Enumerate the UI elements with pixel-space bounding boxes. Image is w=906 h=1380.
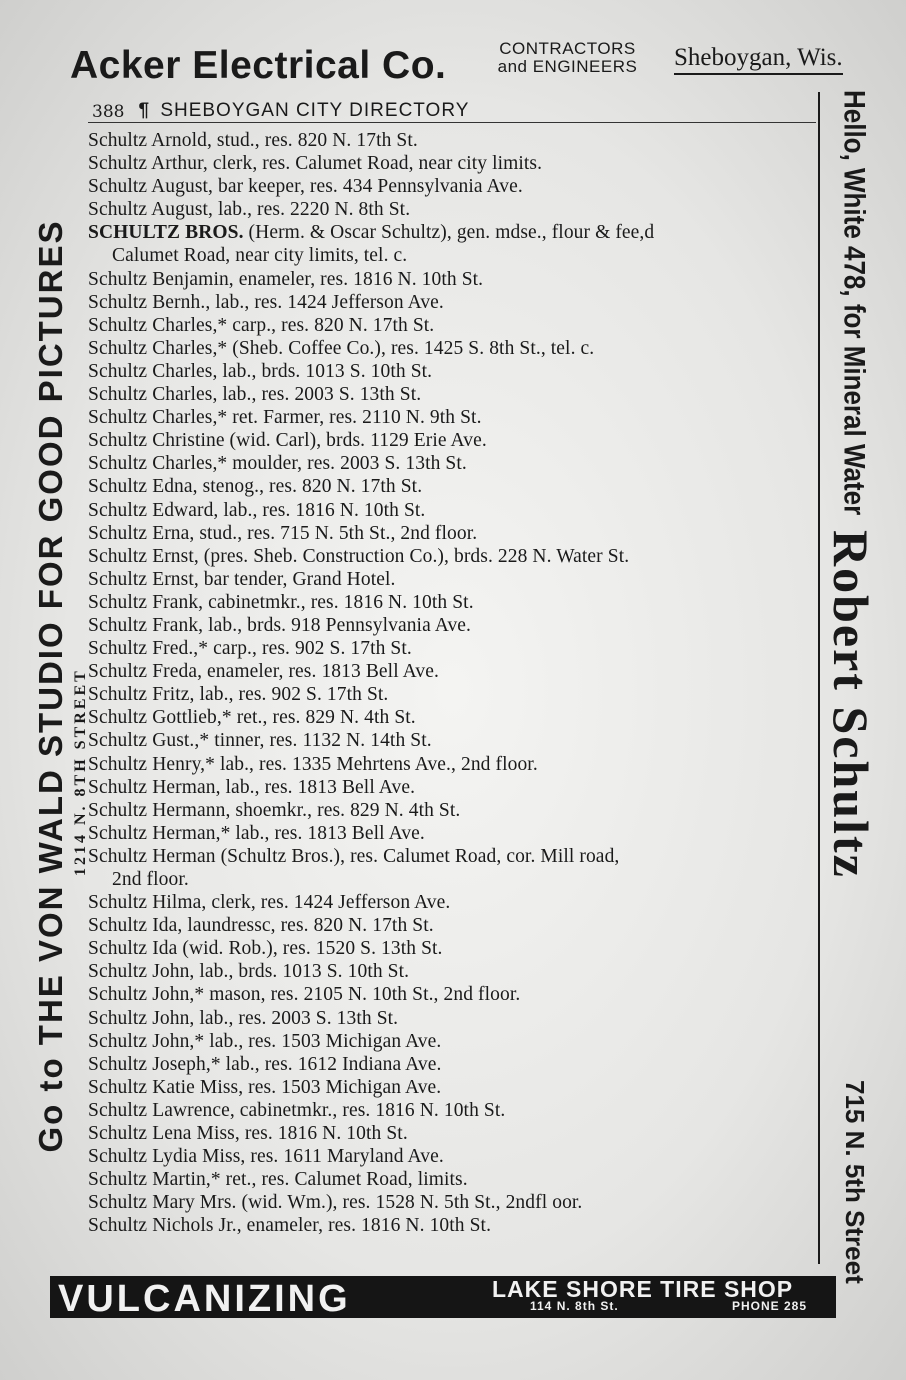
- directory-entry: [88, 475, 816, 498]
- entry-details: John, lab., res. 2003 S. 13th St.: [152, 1007, 399, 1029]
- directory-entry: [88, 268, 816, 291]
- entry-details: Nichols Jr., enameler, res. 1816 N. 10th St.: [152, 1215, 492, 1237]
- running-header: [88, 96, 816, 123]
- entry-line: [88, 291, 816, 314]
- entry-continuation: 2nd floor.: [112, 869, 189, 890]
- directory-entry: [88, 291, 816, 314]
- entry-details: August, lab., res. 2220 N. 8th St.: [151, 199, 411, 221]
- entry-details: Fritz, lab., res. 902 S. 17th St.: [152, 684, 389, 706]
- entry-details: Fred.,* carp., res. 902 S. 17th St.: [152, 638, 412, 660]
- entry-line: [88, 1122, 816, 1145]
- directory-entry: [88, 753, 816, 776]
- bottom-advertisement: [50, 1276, 836, 1318]
- entry-details: Hermann, shoemkr., res. 829 N. 4th St.: [152, 799, 461, 821]
- entry-line: [88, 776, 816, 799]
- entry-line: [88, 1053, 816, 1076]
- directory-entry: [88, 960, 816, 983]
- entry-surname: Schultz: [88, 1007, 148, 1029]
- entry-line: [88, 1191, 816, 1214]
- entry-surname: Schultz: [88, 1030, 148, 1052]
- entry-line: [88, 960, 816, 983]
- entry-surname: Schultz: [88, 938, 148, 960]
- entry-surname: Schultz: [88, 845, 148, 867]
- entry-surname: Schultz: [88, 1169, 148, 1191]
- entry-surname: Schultz: [88, 707, 148, 729]
- entry-details: Charles, lab., res. 2003 S. 13th St.: [152, 384, 422, 406]
- entry-surname: Schultz: [88, 776, 148, 798]
- entry-surname: Schultz: [88, 360, 148, 382]
- entry-surname: Schultz: [88, 984, 148, 1006]
- entry-surname: Schultz: [88, 499, 148, 521]
- entry-details: Ernst, bar tender, Grand Hotel.: [152, 568, 396, 590]
- tagline-line1: CONTRACTORS: [499, 39, 636, 58]
- entry-line: [88, 152, 816, 175]
- paragraph-mark: ¶: [138, 100, 151, 121]
- bottom-ad-address: 114 N. 8th St.: [530, 1299, 619, 1313]
- entry-surname: Schultz: [88, 430, 148, 452]
- directory-entry: [88, 683, 816, 706]
- directory-entry: [88, 891, 816, 914]
- entry-surname: Schultz: [88, 522, 148, 544]
- directory-entry: [88, 499, 816, 522]
- directory-entry: [88, 1122, 816, 1145]
- entry-line: [88, 1076, 816, 1099]
- entry-line: [88, 568, 816, 591]
- entry-line: [88, 406, 816, 429]
- entry-surname: Schultz: [88, 268, 148, 290]
- entry-line: [88, 429, 816, 452]
- entry-line: [88, 891, 816, 914]
- entry-surname: Schultz: [88, 545, 148, 567]
- entry-details: Arnold, stud., res. 820 N. 17th St.: [151, 130, 418, 151]
- entry-details: Ida, laundressc, res. 820 N. 17th St.: [152, 915, 434, 937]
- tagline-line2: and ENGINEERS: [497, 57, 638, 76]
- entry-line: [88, 914, 816, 937]
- entry-details: John,* mason, res. 2105 N. 10th St., 2nd floor.: [152, 984, 521, 1006]
- entry-line: [88, 845, 816, 868]
- entry-details: Frank, lab., brds. 918 Pennsylvania Ave.: [152, 614, 472, 636]
- entry-details: Gust.,* tinner, res. 1132 N. 14th St.: [152, 730, 432, 752]
- entry-line: [88, 1007, 816, 1030]
- entry-details: Freda, enameler, res. 1813 Bell Ave.: [152, 661, 439, 683]
- directory-entry: [88, 152, 816, 175]
- entry-surname: Schultz: [88, 822, 148, 844]
- entry-surname: Schultz: [88, 291, 148, 313]
- entry-details: Arthur, clerk, res. Calumet Road, near city limits.: [151, 153, 543, 175]
- entry-details: Charles,* moulder, res. 2003 S. 13th St.: [152, 453, 467, 475]
- entry-details: Ida (wid. Rob.), res. 1520 S. 13th St.: [152, 938, 443, 960]
- directory-entry: [88, 452, 816, 475]
- entry-surname: Schultz: [88, 892, 148, 914]
- entry-surname: Schultz: [88, 476, 148, 498]
- entry-surname: Schultz: [88, 730, 148, 752]
- entry-details: Lydia Miss, res. 1611 Maryland Ave.: [152, 1146, 444, 1168]
- directory-entry: [88, 1007, 816, 1030]
- directory-entry: [88, 1191, 816, 1214]
- left-ad-main-text: Go to THE VON WALD STUDIO FOR GOOD PICTURES: [32, 219, 69, 1153]
- bottom-ad-shop: LAKE SHORE TIRE SHOP: [492, 1276, 794, 1302]
- entry-line: [88, 360, 816, 383]
- entry-surname: Schultz: [88, 199, 148, 221]
- directory-entry: [88, 983, 816, 1006]
- entry-line: [88, 706, 816, 729]
- entry-details: Herman,* lab., res. 1813 Bell Ave.: [152, 822, 425, 844]
- entry-line: [88, 383, 816, 406]
- entry-surname: Schultz: [88, 799, 148, 821]
- entry-details: Edna, stenog., res. 820 N. 17th St.: [152, 476, 423, 498]
- entry-details: Lawrence, cabinetmkr., res. 1816 N. 10th St.: [152, 1099, 506, 1121]
- entry-line: [88, 175, 816, 198]
- entry-surname: Schultz: [88, 1053, 148, 1075]
- entry-details: Charles,* (Sheb. Coffee Co.), res. 1425 S. 8th St., tel. c.: [152, 337, 595, 359]
- entry-line: [88, 522, 816, 545]
- entry-surname: Schultz: [88, 407, 148, 429]
- entry-surname: Schultz: [88, 130, 148, 151]
- right-ad-name: Robert Schultz: [823, 530, 879, 879]
- entry-details: Lena Miss, res. 1816 N. 10th St.: [152, 1123, 408, 1145]
- entry-line: [88, 452, 816, 475]
- directory-entry: [88, 545, 816, 568]
- directory-title-text: SHEBOYGAN CITY DIRECTORY: [160, 100, 470, 121]
- entry-surname: Schultz: [88, 915, 148, 937]
- bottom-ad-main: VULCANIZING: [58, 1278, 351, 1320]
- entry-line: [88, 614, 816, 637]
- directory-entry: [88, 221, 816, 267]
- directory-entry: [88, 914, 816, 937]
- left-ad-address: 1214 N. 8TH STREET: [72, 668, 89, 876]
- entry-surname: Schultz: [88, 1099, 148, 1121]
- directory-entry: [88, 198, 816, 221]
- directory-entry: [88, 175, 816, 198]
- entry-line: [88, 660, 816, 683]
- entry-surname: Schultz: [88, 684, 148, 706]
- directory-entry: [88, 822, 816, 845]
- entry-line: [88, 1030, 816, 1053]
- entry-surname: Schultz: [88, 753, 148, 775]
- entry-surname: Schultz: [88, 614, 148, 636]
- company-location: Sheboygan, Wis.: [674, 44, 843, 75]
- entry-surname: Schultz: [88, 176, 148, 198]
- entry-line: [88, 499, 816, 522]
- entry-list: [88, 129, 816, 1238]
- company-tagline: [475, 40, 660, 76]
- directory-entry: [88, 729, 816, 752]
- entry-details: Erna, stud., res. 715 N. 5th St., 2nd floor.: [152, 522, 478, 544]
- entry-details: Christine (wid. Carl), brds. 1129 Erie Ave.: [152, 430, 487, 452]
- entry-surname: Schultz: [88, 314, 148, 336]
- entry-details: Frank, cabinetmkr., res. 1816 N. 10th St.: [152, 591, 474, 613]
- entry-continuation: Calumet Road, near city limits, tel. c.: [112, 245, 408, 267]
- page-number: 388: [92, 102, 125, 122]
- entry-line: [88, 1168, 816, 1191]
- entry-details: Charles,* ret. Farmer, res. 2110 N. 9th St.: [152, 407, 482, 429]
- entry-line: [88, 221, 816, 244]
- directory-entry: [88, 937, 816, 960]
- entry-surname: Schultz: [88, 1215, 148, 1237]
- entry-line: [88, 1214, 816, 1237]
- entry-line: [88, 822, 816, 845]
- directory-entry: [88, 637, 816, 660]
- entry-line: [88, 753, 816, 776]
- entry-details: Edward, lab., res. 1816 N. 10th St.: [152, 499, 426, 521]
- entry-details: Benjamin, enameler, res. 1816 N. 10th St.: [152, 268, 484, 290]
- entry-surname: Schultz: [88, 568, 148, 590]
- directory-content: [88, 96, 816, 1256]
- entry-surname: Schultz: [88, 1146, 148, 1168]
- entry-line: [88, 1099, 816, 1122]
- right-side-advertisement: [818, 80, 880, 1284]
- directory-entry: [88, 591, 816, 614]
- entry-surname: Schultz: [88, 337, 148, 359]
- entry-details: Charles, lab., brds. 1013 S. 10th St.: [152, 360, 433, 382]
- entry-surname: Schultz: [88, 384, 148, 406]
- entry-surname: SCHULTZ BROS.: [88, 222, 244, 244]
- entry-details: Mary Mrs. (wid. Wm.), res. 1528 N. 5th St., 2ndfl oor.: [152, 1192, 583, 1214]
- entry-details: Bernh., lab., res. 1424 Jefferson Ave.: [152, 291, 444, 313]
- directory-entry: [88, 614, 816, 637]
- directory-entry: [88, 845, 816, 891]
- right-ad-address: 715 N. 5th Street: [840, 1080, 870, 1284]
- directory-entry: [88, 568, 816, 591]
- entry-surname: Schultz: [88, 453, 148, 475]
- directory-entry: [88, 314, 816, 337]
- entry-line: [88, 729, 816, 752]
- directory-entry: [88, 337, 816, 360]
- company-name: Acker Electrical Co.: [70, 44, 447, 87]
- entry-details: John,* lab., res. 1503 Michigan Ave.: [152, 1030, 442, 1052]
- entry-line: [88, 637, 816, 660]
- entry-line: [88, 799, 816, 822]
- directory-entry: [88, 383, 816, 406]
- directory-entry: [88, 660, 816, 683]
- entry-details: Henry,* lab., res. 1335 Mehrtens Ave., 2nd floor.: [152, 753, 538, 775]
- directory-entry: [88, 1099, 816, 1122]
- entry-line: [88, 314, 816, 337]
- right-ad-phone-text: Hello, White 478, for Mineral Water: [837, 90, 873, 516]
- entry-line: [88, 683, 816, 706]
- directory-entry: [88, 429, 816, 452]
- entry-surname: Schultz: [88, 1123, 148, 1145]
- top-advertisement: [0, 30, 906, 92]
- entry-details: (Herm. & Oscar Schultz), gen. mdse., flour & fee,d: [248, 222, 655, 244]
- entry-details: Ernst, (pres. Sheb. Construction Co.), brds. 228 N. Water St.: [152, 545, 630, 567]
- entry-line: [88, 545, 816, 568]
- directory-entry: [88, 1030, 816, 1053]
- entry-surname: Schultz: [88, 1076, 148, 1098]
- entry-line: [88, 268, 816, 291]
- entry-line: [88, 983, 816, 1006]
- directory-entry: [88, 799, 816, 822]
- entry-details: August, bar keeper, res. 434 Pennsylvania Ave.: [151, 176, 523, 198]
- entry-surname: Schultz: [88, 661, 148, 683]
- directory-entry: [88, 406, 816, 429]
- directory-entry: [88, 360, 816, 383]
- entry-details: Charles,* carp., res. 820 N. 17th St.: [152, 314, 435, 336]
- entry-details: John, lab., brds. 1013 S. 10th St.: [152, 961, 410, 983]
- directory-entry: [88, 776, 816, 799]
- entry-surname: Schultz: [88, 1192, 148, 1214]
- directory-entry: [88, 1076, 816, 1099]
- entry-line: [88, 337, 816, 360]
- directory-entry: [88, 522, 816, 545]
- entry-surname: Schultz: [88, 591, 148, 613]
- entry-line: [88, 475, 816, 498]
- entry-details: Hilma, clerk, res. 1424 Jefferson Ave.: [152, 892, 451, 914]
- entry-details: Gottlieb,* ret., res. 829 N. 4th St.: [152, 707, 416, 729]
- bottom-ad-phone: PHONE 285: [732, 1299, 808, 1313]
- entry-line: [88, 129, 816, 152]
- directory-entry: [88, 1214, 816, 1237]
- entry-surname: Schultz: [88, 153, 148, 175]
- directory-title: [138, 100, 469, 122]
- entry-line: [88, 1145, 816, 1168]
- entry-line: [88, 937, 816, 960]
- entry-details: Herman (Schultz Bros.), res. Calumet Road, cor. Mill road,: [152, 845, 620, 867]
- entry-details: Herman, lab., res. 1813 Bell Ave.: [152, 776, 416, 798]
- entry-surname: Schultz: [88, 961, 148, 983]
- directory-entry: [88, 1145, 816, 1168]
- entry-surname: Schultz: [88, 638, 148, 660]
- directory-entry: [88, 1168, 816, 1191]
- entry-details: Martin,* ret., res. Calumet Road, limits.: [152, 1169, 468, 1191]
- directory-entry: [88, 706, 816, 729]
- entry-line: [88, 198, 816, 221]
- directory-entry: [88, 129, 816, 152]
- entry-line: [88, 591, 816, 614]
- entry-details: Joseph,* lab., res. 1612 Indiana Ave.: [152, 1053, 442, 1075]
- directory-entry: [88, 1053, 816, 1076]
- left-side-advertisement: [30, 96, 90, 1276]
- entry-details: Katie Miss, res. 1503 Michigan Ave.: [152, 1076, 442, 1098]
